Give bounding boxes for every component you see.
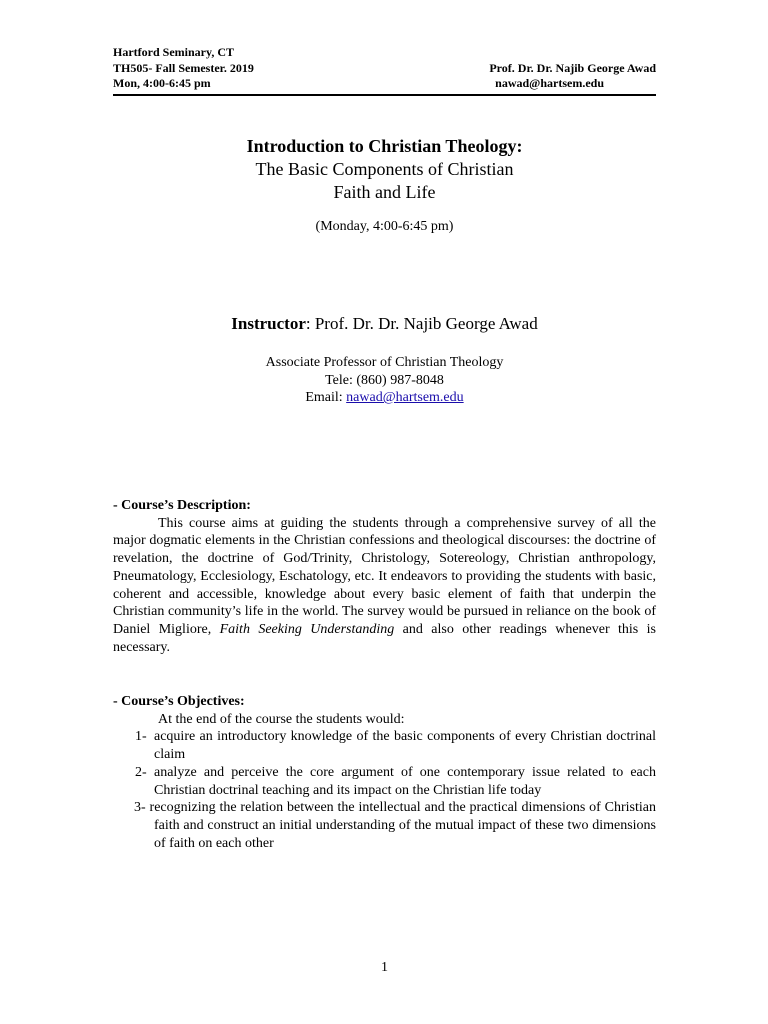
email-link[interactable]: nawad@hartsem.edu: [346, 390, 464, 405]
instructor-email-line: [113, 389, 656, 407]
list-item: [113, 728, 656, 763]
objectives-intro: At the end of the course the students would:: [158, 711, 405, 727]
list-item-number: 3-: [134, 800, 146, 816]
header-schedule: Mon, 4:00-6:45 pm: [113, 76, 211, 90]
course-title: Introduction to Christian Theology:: [246, 136, 523, 156]
page-number: 1: [381, 960, 388, 975]
header-row-1: [113, 45, 656, 61]
objectives-list: [113, 728, 656, 852]
description-text-end: and also other readings whenever this is necessary.: [113, 621, 656, 655]
instructor-name: : Prof. Dr. Dr. Najib George Awad: [305, 314, 538, 333]
instructor-label: Instructor: [231, 314, 306, 333]
list-item: [113, 799, 656, 852]
objectives-heading: - Course’s Objectives:: [113, 694, 245, 709]
email-label: Email:: [305, 390, 347, 405]
header-course-code: TH505- Fall Semester. 2019: [113, 60, 254, 75]
contact-block: [113, 354, 656, 407]
header-institution: Hartford Seminary, CT: [113, 45, 234, 59]
description-text: This course aims at guiding the students through a comprehensive survey of all the major dogmatic elements in the Christian confessions and theological discourses: the doctrine of revelation, the doctrine of God/Trinity, Christology, Sotereology, Christian anthropology, Pneumatology, Ecclesiology, Eschatology, etc. It endeavors to providing the students with basic, coherent and accessible, knowledge about every basic element of faith that underpin the Christian community’s life in the world. The survey would be pursued in reliance on the book of Daniel Migliore,: [113, 515, 656, 637]
list-item-text: analyze and perceive the core argument of one contemporary issue related to each Christian doctrinal teaching and its impact on the Christian life today: [154, 764, 656, 798]
course-subtitle-line-2: Faith and Life: [333, 182, 436, 202]
description-paragraph: [113, 515, 656, 657]
header-professor: Prof. Dr. Dr. Najib George Awad: [489, 60, 656, 75]
list-item-text: acquire an introductory knowledge of the basic components of every Christian doctrinal claim: [154, 729, 656, 763]
list-item-number: 2-: [135, 764, 147, 780]
instructor-position: Associate Professor of Christian Theology: [265, 355, 504, 370]
title-block: [113, 135, 656, 236]
header-row-2: [113, 61, 656, 77]
course-objectives-section: [113, 693, 656, 852]
course-subtitle-line-1: The Basic Components of Christian: [255, 159, 514, 179]
list-item-text: recognizing the relation between the intellectual and the practical dimensions of Christian faith and construct an initial understanding of the mutual impact of these two dimensions of faith on each other: [149, 800, 657, 851]
page-header: [113, 45, 656, 96]
instructor-tele: Tele: (860) 987-8048: [325, 372, 444, 388]
course-description-section: [113, 497, 656, 656]
list-item-number: 1-: [135, 729, 147, 745]
list-item: [113, 764, 656, 799]
header-row-3: [113, 76, 656, 92]
description-heading: - Course’s Description:: [113, 498, 251, 513]
course-time: (Monday, 4:00-6:45 pm): [315, 219, 454, 234]
book-title: Faith Seeking Understanding: [219, 621, 395, 637]
instructor-line: [113, 313, 656, 335]
header-email: nawad@hartsem.edu: [495, 76, 604, 90]
